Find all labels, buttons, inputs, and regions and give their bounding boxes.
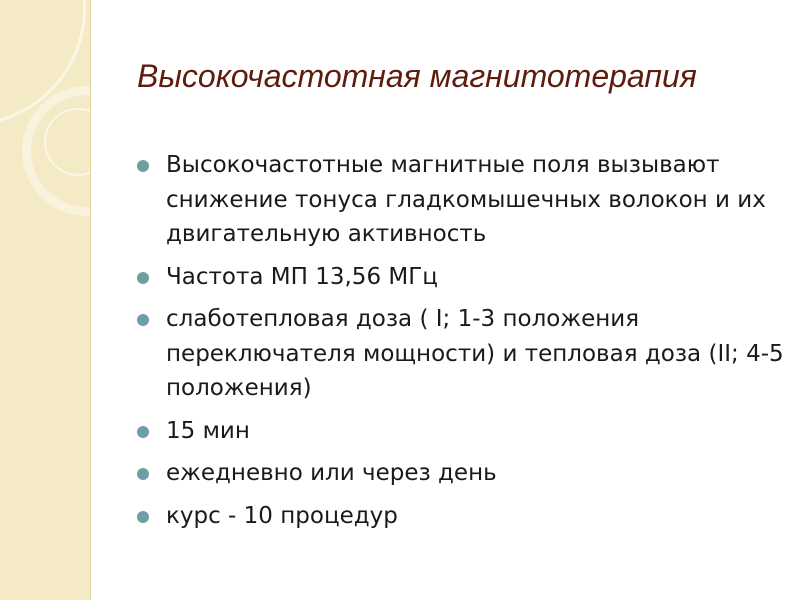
bullet-item bbox=[136, 148, 786, 252]
bullet-text: Частота МП 13,56 МГц bbox=[166, 263, 438, 290]
round-bullet-icon bbox=[137, 160, 149, 172]
sidebar-decoration bbox=[0, 0, 90, 600]
sidebar-divider bbox=[90, 0, 91, 600]
round-bullet-icon bbox=[137, 468, 149, 480]
bullet-text: слаботепловая доза ( I; 1-3 положения переключателя мощности) и тепловая доза (II; 4-5 положения) bbox=[166, 306, 784, 401]
bullet-item bbox=[136, 499, 786, 534]
round-bullet-icon bbox=[137, 314, 149, 326]
bullet-list bbox=[136, 148, 786, 541]
bullet-text: 15 мин bbox=[166, 417, 250, 444]
bullet-item bbox=[136, 260, 786, 295]
round-bullet-icon bbox=[137, 426, 149, 438]
round-bullet-icon bbox=[137, 511, 149, 523]
bullet-text: Высокочастотные магнитные поля вызывают снижение тонуса гладкомышечных волокон и их двигательную активность bbox=[166, 152, 766, 247]
round-bullet-icon bbox=[137, 272, 149, 284]
bullet-item bbox=[136, 414, 786, 449]
bullet-text: ежедневно или через день bbox=[166, 460, 497, 486]
bullet-text: курс - 10 процедур bbox=[166, 502, 398, 529]
bullet-item bbox=[136, 302, 786, 406]
slide-title: Высокочастотная магнитотерапия bbox=[137, 58, 697, 94]
bullet-item bbox=[136, 456, 786, 491]
